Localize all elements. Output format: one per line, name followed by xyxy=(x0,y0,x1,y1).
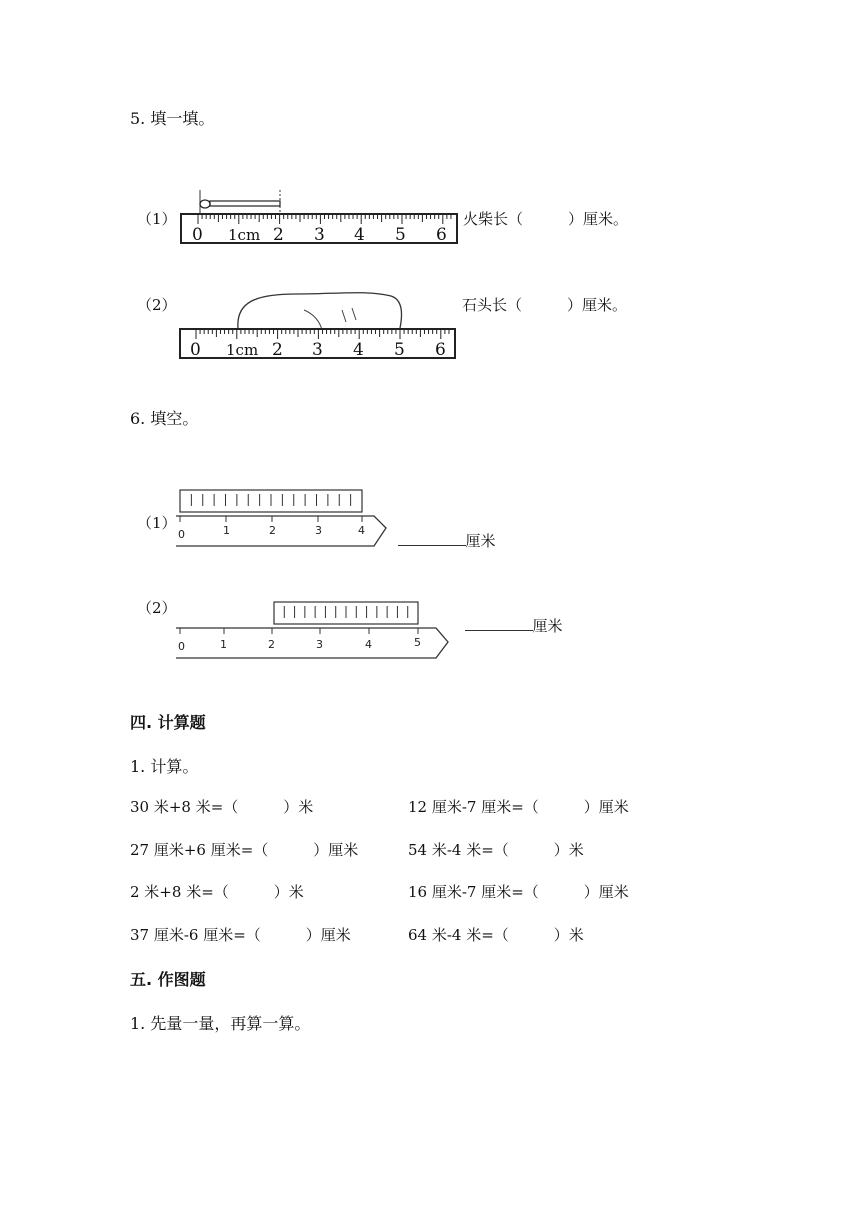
calc-item: 16 厘米-7 厘米=（ ）厘米 xyxy=(408,883,629,901)
q6-item1-answer xyxy=(388,512,496,551)
q6-ruler1-label-4: 4 xyxy=(358,524,365,537)
q6-item2-number: （2） xyxy=(137,599,177,617)
q6-ruler1-label-2: 2 xyxy=(269,524,276,537)
ruler1-label-5: 5 xyxy=(395,225,406,245)
q6-ruler2-label-3: 3 xyxy=(316,638,323,651)
ruler1-label-2: 2 xyxy=(273,225,284,245)
ruler2-label-0: 0 xyxy=(190,340,201,360)
ruler-stone-figure xyxy=(176,272,461,362)
q6-item2-unit: 厘米 xyxy=(532,617,563,635)
q6-ruler1-label-1: 1 xyxy=(223,524,230,537)
calc-item: 2 米+8 米=（ ）米 xyxy=(130,883,304,901)
answer-blank[interactable] xyxy=(398,545,466,546)
ruler1-label-6: 6 xyxy=(436,225,447,245)
calc-item: 64 米-4 米=（ ）米 xyxy=(408,926,584,944)
ruler2-label-4: 4 xyxy=(353,340,364,360)
ruler2-label-5: 5 xyxy=(394,340,405,360)
q6-ruler2-label-5: 5 xyxy=(414,636,421,649)
ruler-matchstick-figure xyxy=(178,184,463,246)
ruler2-label-6: 6 xyxy=(435,340,446,360)
q6-ruler1-label-3: 3 xyxy=(315,524,322,537)
q6-ruler2-label-2: 2 xyxy=(268,638,275,651)
ruler1-label-1: 1cm xyxy=(228,226,261,244)
question-5-title: 5. 填一填。 xyxy=(130,109,215,128)
q6-item1-unit: 厘米 xyxy=(465,532,496,550)
calc-item: 54 米-4 米=（ ）米 xyxy=(408,841,584,859)
question-6-title: 6. 填空。 xyxy=(130,409,199,428)
answer-blank[interactable] xyxy=(465,630,533,631)
q5-item1-number: （1） xyxy=(137,210,177,228)
calc-item: 27 厘米+6 厘米=（ ）厘米 xyxy=(130,841,359,859)
section-4-title: 四. 计算题 xyxy=(130,713,206,732)
q6-ruler2-label-0: 0 xyxy=(178,640,185,653)
q5-item2-text: 石头长（ ）厘米。 xyxy=(462,296,628,314)
ruler2-label-3: 3 xyxy=(312,340,323,360)
ruler2-label-1: 1cm xyxy=(226,341,259,359)
calc-item: 12 厘米-7 厘米=（ ）厘米 xyxy=(408,798,629,816)
ruler-bar-figure-1 xyxy=(174,488,389,550)
q6-ruler2-label-1: 1 xyxy=(220,638,227,651)
section-5-title: 五. 作图题 xyxy=(130,970,206,989)
calc-item: 37 厘米-6 厘米=（ ）厘米 xyxy=(130,926,351,944)
ruler1-label-3: 3 xyxy=(314,225,325,245)
ruler1-label-4: 4 xyxy=(354,225,365,245)
section-4-q1-title: 1. 计算。 xyxy=(130,757,199,776)
q6-ruler1-label-0: 0 xyxy=(178,528,185,541)
section-5-q1-title: 1. 先量一量，再算一算。 xyxy=(130,1014,311,1033)
ruler-bar-figure-2 xyxy=(174,600,454,662)
ruler1-label-0: 0 xyxy=(192,225,203,245)
calc-item: 30 米+8 米=（ ）米 xyxy=(130,798,314,816)
q6-ruler2-label-4: 4 xyxy=(365,638,372,651)
q5-item2-number: （2） xyxy=(137,296,177,314)
q6-item1-number: （1） xyxy=(137,514,177,532)
q5-item1-text: 火柴长（ ）厘米。 xyxy=(463,210,629,228)
ruler2-label-2: 2 xyxy=(272,340,283,360)
q6-item2-answer xyxy=(455,597,563,636)
